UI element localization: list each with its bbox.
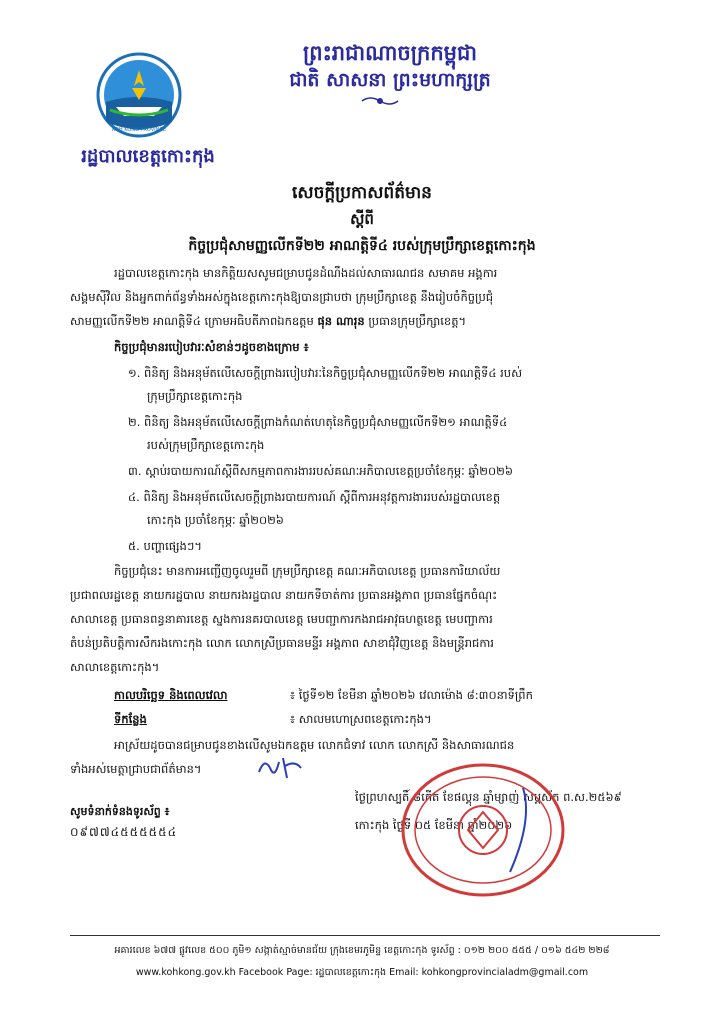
venue-value: ៖ សាលមហោស្រពខេត្តកោះកុង។ [290, 712, 432, 726]
contact-phone: ០៩៧៧៤៥៥៥៥៥៤ [70, 825, 178, 839]
schedule-value: ៖ ថ្ងៃទី១២ ខែមីនា ឆ្នាំ២០២៦ វេលាម៉ោង ៨:៣០នាទីព្រឹក [290, 688, 533, 702]
footer-contacts: www.kohkong.gov.kh Facebook Page: រដ្ឋបាលខេត្តកោះកុង Email: kohkongprovincialadm@gmail.com [135, 967, 589, 978]
document-subject: កិច្ចប្រជុំសាមញ្ញលើកទី២២ អាណត្តិទី៤ របស់ក្រុមប្រឹក្សាខេត្តកោះកុង [188, 238, 536, 254]
agenda-item: ៥. បញ្ហាផ្សេងៗ។ [128, 539, 202, 553]
closing-line: ទាំងអស់មេត្តាជ្រាបជាព័ត៌មាន។ [70, 762, 202, 776]
agenda-item: ៣. ស្តាប់របាយការណ៍ស្តីពីសកម្មភាពការងាររបស់គណៈអភិបាលខេត្តប្រចាំខែកុម្ភៈ ឆ្នាំ២០២៦ [128, 464, 513, 478]
invite-line: កិច្ចប្រជុំនេះ មានការអញ្ជើញចូលរួមពី ក្រុមប្រឹក្សាខេត្ត គណៈអភិបាលខេត្ត ប្រធានការិយាល័យ [114, 564, 501, 578]
agenda-item-cont: ក្រុមប្រឹក្សាខេត្តកោះកុង [147, 389, 243, 403]
logo-text: KOH KONG PROVINCE [111, 127, 167, 133]
footer-address: អគារលេខ ៦៧៧ ផ្លូវលេខ ៥០០ ភូមិ១ សង្កាត់ស្មាច់មានជ័យ ក្រុងខេមរភូមិន្ទ ខេត្តកោះកុង ទូរស័ព្ទ : ០១២ ២០០ ៥៥៥ / ០១៦ ៥៤២ ២២៨ [114, 945, 610, 956]
document-title: សេចក្តីប្រកាសព័ត៌មាន [292, 183, 432, 203]
agenda-item-cont: របស់ក្រុមប្រឹក្សាខេត្តកោះកុង [147, 438, 265, 452]
official-stamp [398, 760, 568, 900]
invite-line: តំបន់ប្រតិបត្តិការសឹករងកោះកុង លោក លោកស្រីប្រធានមន្ទីរ អង្គភាព សាខាជុំវិញខេត្ត និងមន្ត្រីរាជការ [70, 636, 494, 650]
lunar-date: ថ្ងៃព្រហស្បតិ៍ ៨កើត ខែផល្គុន ឆ្នាំម្សាញ់ សប្តស័ក ព.ស.២៥៦៩ [355, 790, 622, 804]
contact-label: សូមទំនាក់ទំនងទូរស័ព្ទ ៖ [70, 805, 170, 818]
agenda-item-cont: កោះកុង ប្រចាំខែកុម្ភៈ ឆ្នាំ២០២៦ [147, 513, 284, 527]
footer-divider [70, 935, 660, 936]
national-motto: ជាតិ សាសនា ព្រះមហាក្សត្រ [289, 69, 491, 91]
kingdom-title: ព្រះរាជាណាចក្រកម្ពុជា [302, 40, 477, 65]
agenda-item: ២. ពិនិត្យ និងអនុម័តលើសេចក្តីព្រាងកំណត់ហេតុនៃកិច្ចប្រជុំសាមញ្ញលើកទី២១ អាណត្តិទី៤ [128, 415, 508, 429]
document-subject-label: ស្តីពី [350, 210, 374, 228]
invite-line: សាលាខេត្តកោះកុង។ [70, 660, 160, 674]
intro-line: សាមញ្ញលើកទី២២ អាណត្តិទី៤ ក្រោមអធិបតីភាពឯកឧត្តម ផុន ណារុន ប្រធានក្រុមប្រឹក្សាខេត្ត។ [70, 314, 467, 328]
venue-label: ទីកន្លែង [114, 712, 147, 726]
intro-line: រដ្ឋបាលខេត្តកោះកុង មានកិត្តិយសសូមជម្រាបជូនដំណឹងដល់សាធារណជន សមាគម អង្គការ [114, 266, 498, 280]
initials-signature [255, 752, 305, 782]
solar-date: កោះកុង ថ្ងៃទី ០៥ ខែមីនា ឆ្នាំ២០២៦ [355, 818, 513, 832]
ornament-divider [360, 94, 400, 108]
schedule-label: កាលបរិច្ឆេទ និងពេលវេលា [114, 688, 228, 702]
provincial-logo [96, 52, 182, 138]
invite-line: សាលាខេត្ត ប្រធានពន្ធនាគារខេត្ត ស្នងការនគរបាលខេត្ត មេបញ្ជាការកងរាជអាវុធហត្ថខេត្ត មេបញ្ជាការ [70, 612, 493, 626]
intro-line: សង្គមស៊ីវិល និងអ្នកពាក់ព័ន្ធទាំងអស់ក្នុងខេត្តកោះកុងឱ្យបានជ្រាបថា ក្រុមប្រឹក្សាខេត្ត នឹងរៀបចំកិច្ចប្រជុំ [70, 290, 494, 304]
agenda-item: ១. ពិនិត្យ និងអនុម័តលើសេចក្តីព្រាងរបៀបវារៈនៃកិច្ចប្រជុំសាមញ្ញលើកទី២២ អាណត្តិទី៤ របស់ [128, 366, 523, 380]
agenda-item: ៤. ពិនិត្យ និងអនុម័តលើសេចក្តីព្រាងរបាយការណ៍ ស្តីពីការអនុវត្តការងាររបស់រដ្ឋបាលខេត្ត [128, 490, 501, 504]
agenda-heading: កិច្ចប្រជុំមានរបៀបវារៈសំខាន់ៗដូចខាងក្រោម ៖ [114, 340, 309, 354]
closing-line: អាស្រ័យដូចបានជម្រាបជូនខាងលើសូមឯកឧត្តម លោកជំទាវ លោក លោកស្រី និងសាធារណជន [114, 738, 515, 752]
administration-name: រដ្ឋបាលខេត្តកោះកុង [81, 146, 215, 167]
invite-line: ប្រជាពលរដ្ឋខេត្ត នាយករដ្ឋបាល នាយករងរដ្ឋបាល នាយកទីចាត់ការ ប្រធានអង្គភាព ប្រធានផ្នែកចំណុះ [70, 588, 498, 602]
chairman-name: ផុន ណារុន [317, 314, 365, 328]
